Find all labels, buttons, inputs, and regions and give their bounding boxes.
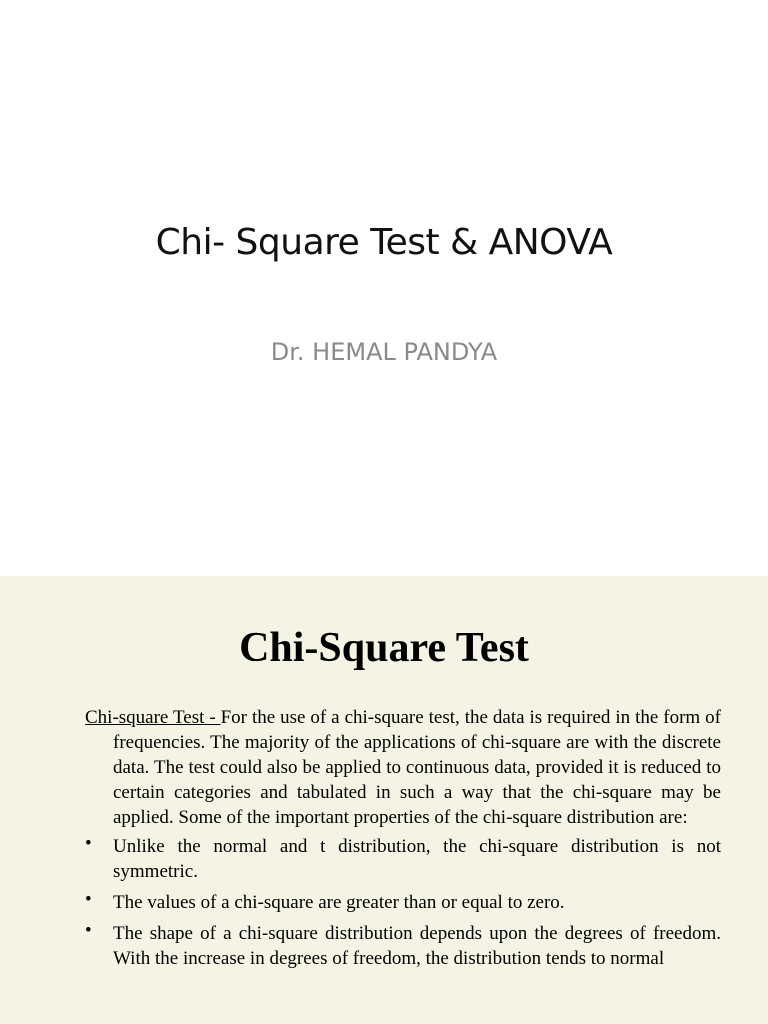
bullet-dot: • (85, 889, 92, 910)
bullet-text: The shape of a chi-square distribution depends upon the degrees of freedom. With the increase in degrees of freedom, the distribution tends to normal (113, 923, 721, 969)
intro-term: Chi-square Test - (85, 707, 221, 728)
chi-square-slide (0, 576, 768, 1024)
presentation-title: Chi- Square Test & ANOVA (155, 222, 613, 263)
bullet-text: The values of a chi-square are greater than or equal to zero. (113, 892, 565, 913)
bullet-text: Unlike the normal and t distribution, the chi-square distribution is not symmetric. (113, 836, 721, 882)
intro-paragraph (85, 705, 721, 830)
intro-text: For the use of a chi-square test, the data is required in the form of frequencies. The majority of the applications of chi-square are with the discrete data. The test could also be applied to continuous data, provided it is reduced to certain categories and tabulated in such a way that the chi-square may be applied. Some of the important properties of the chi-square distribution are: (113, 707, 721, 828)
slide-heading: Chi-Square Test (239, 625, 529, 671)
bullet-item (85, 890, 721, 915)
bullet-item (85, 921, 721, 971)
bullet-dot: • (85, 920, 92, 941)
author-subtitle: Dr. HEMAL PANDYA (270, 338, 498, 366)
bullet-item (85, 834, 721, 884)
bullet-dot: • (85, 833, 92, 854)
slide-body (85, 705, 721, 977)
